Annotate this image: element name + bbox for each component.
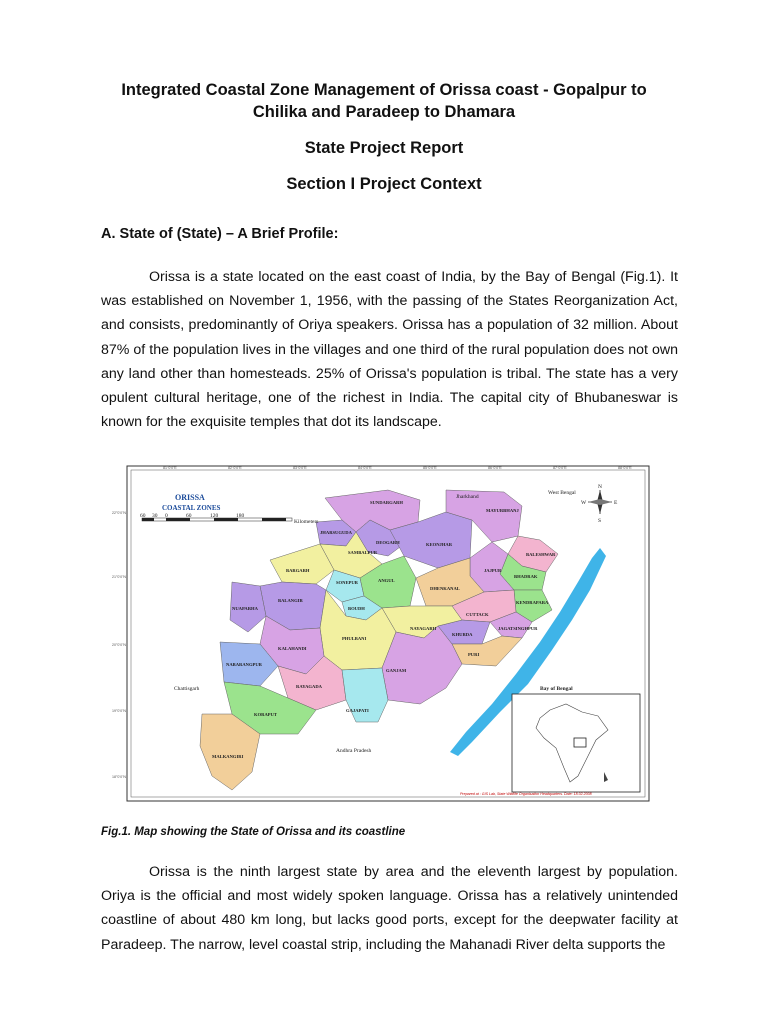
label-jharkhand: Jharkhand bbox=[456, 494, 479, 500]
label-gajapati: GAJAPATI bbox=[346, 708, 369, 713]
label-bhadrak: BHADRAK bbox=[514, 574, 538, 579]
paragraph-intro: Orissa is a state located on the east coast of India, by the Bay of Bengal (Fig.1). It was established on November 1, 1956, with the passing of the States Reorganization Act, and consists, predominantly of Oriya speakers. Orissa has a population of 32 million. About 87% of the population lives in the villages and one third of the rural population does not own any land other than homesteads. 25% of Orissa's population is tribal. The state has a very opulent cultural heritage, one of the richest in India. The capital city of Bhubaneswar is known for the exquisite temples that dot its landscape. bbox=[101, 269, 678, 431]
tick-label: 85°0'0"E bbox=[423, 466, 437, 470]
label-phulbani: PHULBANI bbox=[342, 636, 367, 641]
label-andhra-pradesh: Andhra Pradesh bbox=[336, 748, 372, 754]
label-chhattisgarh: Chattisgarh bbox=[174, 686, 200, 692]
tick-label: 21°0'0"N bbox=[112, 575, 126, 579]
label-malkangiri: MALKANGIRI bbox=[212, 754, 244, 759]
india-inset-map bbox=[512, 686, 640, 792]
label-baleshwar: BALESHWAR bbox=[526, 552, 556, 557]
label-kalahandi: KALAHANDI bbox=[278, 646, 307, 651]
label-boudh: BOUDH bbox=[348, 606, 365, 611]
compass-e: E bbox=[614, 500, 618, 506]
label-dhenkanal: DHENKANAL bbox=[430, 586, 460, 591]
tick-label: 82°0'0"E bbox=[228, 466, 242, 470]
tick-label: 19°0'0"N bbox=[112, 709, 126, 713]
label-ganjam: GANJAM bbox=[386, 668, 407, 673]
tick-label: 83°0'0"E bbox=[293, 466, 307, 470]
tick-label: 20°0'0"N bbox=[112, 643, 126, 647]
tick-label: 86°0'0"E bbox=[488, 466, 502, 470]
map-credit: Prepared at : GIS Lab, State Wildlife Organisation Headquarters. Date: 18.02.2008 bbox=[460, 792, 592, 796]
label-sundargarh: SUNDARGARH bbox=[370, 500, 403, 505]
label-nuaparha: NUAPARHA bbox=[232, 606, 258, 611]
document-title-line-1: Integrated Coastal Zone Management of Orissa coast - Gopalpur to bbox=[121, 81, 647, 99]
label-sonepur: SONEPUR bbox=[336, 580, 358, 585]
tick-label: 87°0'0"E bbox=[553, 466, 567, 470]
compass-w: W bbox=[581, 500, 587, 506]
label-bargarh: BARGARH bbox=[286, 568, 310, 573]
tick-label: 22°0'0"N bbox=[112, 511, 126, 515]
document-subtitle: State Project Report bbox=[304, 139, 464, 157]
tick-label: 84°0'0"E bbox=[358, 466, 372, 470]
map-title: ORISSA bbox=[175, 493, 205, 502]
label-koraput: KORAPUT bbox=[254, 712, 277, 717]
scale-label: 120 bbox=[210, 513, 219, 519]
label-bay-of-bengal: Bay of Bengal bbox=[540, 686, 573, 692]
label-kendrapara: KENDRAPARA bbox=[516, 600, 549, 605]
label-jharsuguda: JHARSUGUDA bbox=[320, 530, 352, 535]
label-angul: ANGUL bbox=[378, 578, 395, 583]
label-sambalpur: SAMBALPUR bbox=[348, 550, 378, 555]
document-title-line-2: Chilika and Paradeep to Dhamara bbox=[252, 103, 516, 121]
scale-unit: Kilometers bbox=[294, 519, 319, 525]
scale-label: 60 bbox=[140, 513, 146, 519]
label-mayurbhanj: MAYURBHANJ bbox=[486, 508, 519, 513]
label-keonjhar: KEONJHAR bbox=[426, 542, 453, 547]
label-rayagada: RAYAGADA bbox=[296, 684, 322, 689]
label-jagatsinghpur: JAGATSINGHPUR bbox=[498, 626, 538, 631]
tick-label: 81°0'0"E bbox=[163, 466, 177, 470]
compass-s: S bbox=[598, 518, 602, 524]
label-jajpur: JAJPUR bbox=[484, 568, 502, 573]
map-subtitle: COASTAL ZONES bbox=[162, 504, 221, 512]
compass-n: N bbox=[598, 484, 602, 490]
section-heading: A. State of (State) – A Brief Profile: bbox=[101, 226, 339, 242]
label-balangir: BALANGIR bbox=[278, 598, 303, 603]
label-cuttack: CUTTACK bbox=[466, 612, 489, 617]
label-west-bengal: West Bengal bbox=[548, 490, 576, 496]
section-title: Section I Project Context bbox=[286, 175, 482, 193]
label-khurda: KHURDA bbox=[452, 632, 473, 637]
scale-label: 180 bbox=[236, 513, 245, 519]
label-deogarh: DEOGARH bbox=[376, 540, 400, 545]
label-nabarangpur: NABARANGPUR bbox=[226, 662, 262, 667]
label-puri: PURI bbox=[468, 652, 480, 657]
orissa-map bbox=[112, 460, 656, 805]
paragraph-area-population: Orissa is the ninth largest state by area and the eleventh largest by population. Oriya is the official and most widely spoken language. Orissa has a relatively unintended coastline of about 480 km long, but lacks good ports, except for the deepwater facility at Paradeep. The narrow, level coastal strip, including the Mahanadi River delta supports the bbox=[101, 864, 678, 953]
label-nayagarh: NAYAGARH bbox=[410, 626, 437, 631]
scale-label: 30 bbox=[152, 513, 158, 519]
figure-caption: Fig.1. Map showing the State of Orissa and its coastline bbox=[101, 826, 406, 838]
orissa-map-figure bbox=[112, 460, 656, 805]
tick-label: 18°0'0"N bbox=[112, 775, 126, 779]
scale-label: 60 bbox=[186, 513, 192, 519]
tick-label: 88°0'0"E bbox=[618, 466, 632, 470]
scale-label: 0 bbox=[165, 513, 168, 519]
